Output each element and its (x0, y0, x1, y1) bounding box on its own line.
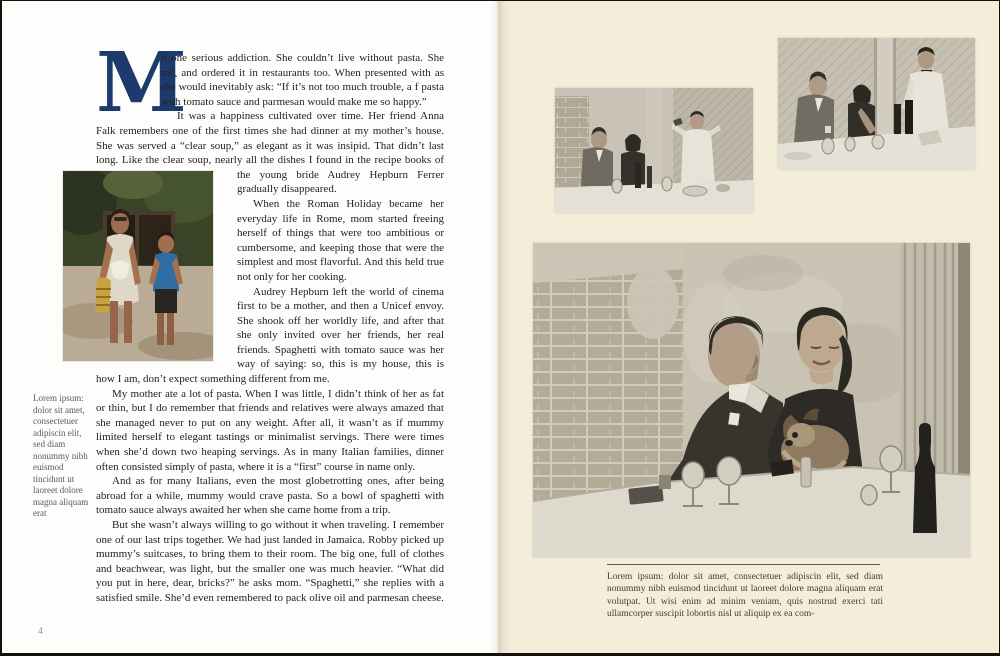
body-text-column (96, 35, 444, 606)
paragraph-jamaica: But she wasn’t always willing to go without it when traveling. I remember one of our last trips together. We had just landed in Jamaica. Robby picked up mummy’s suitcases, to bring them to their room. The big one, full of clothes and beachwear, was light, but the smaller one was much heavier. “What did you put in here, dear, bricks?” he asks mom. “Spaghetti,” she replies with a satisfied smile. She’d even remembered to pack olive oil and parmesan cheese. (96, 519, 444, 604)
paragraph-roman-holiday: When the Roman Holiday became her everyday life in Rome, mom started freeing herself of things that were too ambitious or cumbersome, and keeping those that were the simplest and most flavorful. And this held true not only for her cooking. (237, 197, 444, 283)
photo-mother-and-son (63, 171, 213, 361)
paragraph-happiness-a: It was a happiness cultivated over time. Her friend Anna Falk remembers one of the first times she had dinner at my mother’s house. She was served a “clear soup,” as elegant as it was insipid. That didn’t last long. Like the clear soup, nearly all the dishes I found in the recipe books (96, 110, 444, 167)
page-number: 4 (38, 626, 43, 637)
margin-caption: Lorem ipsum: dolor sit amet, consectetuer adipiscin elit, sed diam nonummy nibh euismod tincidunt ut laoreet dolore magna aliquam erat (33, 393, 89, 518)
drop-cap-letter: M (96, 35, 187, 131)
paragraph-globetrotting: And as for many Italians, even the most globetrotting ones, after being abroad for a while, mummy would crave pasta. So a bowl of spaghetti with tomato sauce always awaited her when she came home from a trip. (96, 475, 444, 517)
paragraph-pasta: My mother ate a lot of pasta. When I was little, I didn’t think of her as fat or thin, but I do remember that friends and relatives were always amazed that she managed never to put on any weight. After all, it wasn’t as if mummy limited herself to elegant tastings or minimalist servings. There were times when she’d down two heaping servings. As in many Italian families, dinner often consisted simply of pasta, where it is a “first” course in name only. (96, 387, 444, 473)
left-page (2, 1, 497, 653)
photo-dinner-waiter-bowtie (778, 38, 975, 169)
caption-rule (607, 564, 880, 565)
photo-dinner-waiter-serving (555, 88, 753, 213)
photo-caption: Lorem ipsum: dolor sit amet, consectetuer adipiscin elit, sed diam nonummy nibh euismod tincidunt ut laoreet dolore magna aliquam erat volutpat. Ut wisi enim ad minim veniam, quis nostrud exerci tati ullamcorper suscipit lobortis nisl ut aliquip ex ea com- (607, 572, 883, 620)
intro-paragraph (96, 35, 444, 131)
paragraph-unicef: Audrey Hepburn left the world of cinema first to be a mother, and then a Unicef envoy. She shook off her worldly life, and after that she only invited over her friends, her real friends. Spaghetti with tomato sauce was her way of saying: so, this is my house, this is how I am, don’t expect something different from me. (96, 285, 444, 386)
photo-audrey-with-dog (533, 243, 970, 557)
right-page (497, 1, 999, 653)
intro-text: d one serious addiction. She couldn’t live without pasta. She me, and ordered it in restaurants too. When presented with as she would inevitably ask: “If it’s not too much trouble, a f pasta with tomato sauce and parmesan would make me so happy.” (161, 52, 444, 108)
paragraph-happiness-b: of the young bride Audrey Hepburn Ferrer gradually disappeared. (237, 154, 444, 196)
